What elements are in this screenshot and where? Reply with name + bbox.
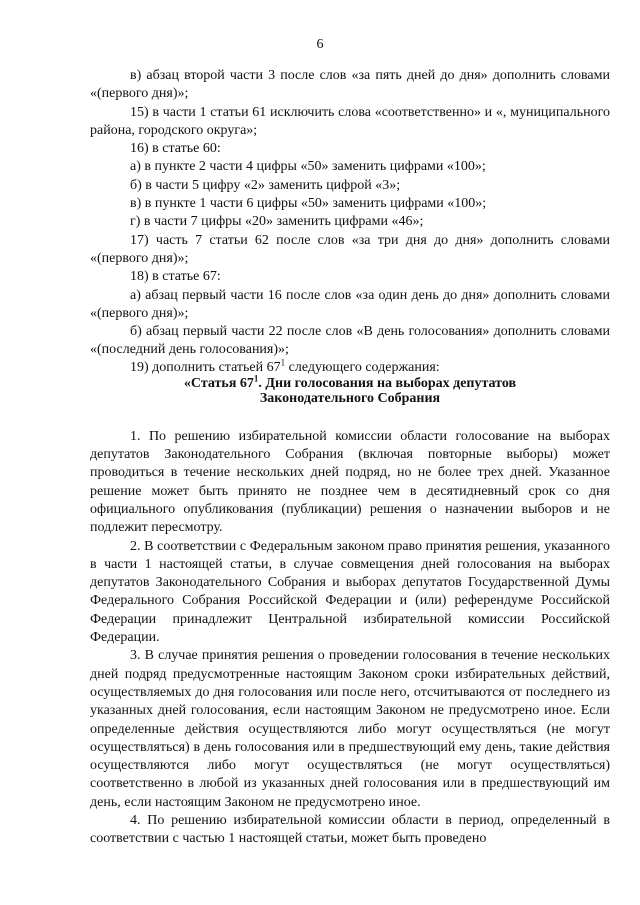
article-paragraph: 1. По решению избирательной комиссии области голосование на выборах депутатов Законодательного Собрания (включая повторные выборы) может проводиться в течение нескольких дней подряд, но не более трех дней. Указанное решение может быть принято не позднее чем в десятидневный срок со дня официального опубликования (публикации) решения о назначении выборов и не подлежит пересмотру.: [90, 428, 610, 536]
article-paragraph: 3. В случае принятия решения о проведении голосования в течение нескольких дней подряд предусмотренные настоящим Законом сроки избирательных действий, осуществляемых до дня голосования или после него, отсчитываются от последнего из указанных дней голосования, если настоящим Законом не предусмотрено иное. Если определенные действия осуществляются либо могут осуществляться (не могут осуществляться) в день голосования или в предшествующий ему день, такие действия осуществляются либо могут осуществляться (не могут осуществляться) соответственно в любой из указанных дней голосования или в предшествующий им день, если настоящим Законом не предусмотрено иное.: [90, 648, 610, 810]
amendment-item: а) в пункте 2 части 4 цифры «50» заменить цифрами «100»;: [130, 159, 486, 175]
amendment-item: 18) в статье 67:: [130, 269, 221, 285]
amendment-item: а) абзац первый части 16 после слов «за один день до дня» дополнить словами «(первого дня)»;: [90, 287, 610, 321]
item19-text: 19) дополнить статьей 67: [130, 359, 281, 375]
spacer: [90, 406, 610, 428]
amendment-item: г) в части 7 цифры «20» заменить цифрами «46»;: [130, 214, 424, 230]
article-title-line2: Законодательного Собрания: [259, 390, 441, 406]
amendment-item: в) абзац второй части 3 после слов «за пять дней до дня» дополнить словами «(первого дня)»;: [90, 68, 610, 102]
amendment-item-19: [90, 357, 610, 376]
page-number: 6: [316, 37, 324, 52]
article-paragraph: 4. По решению избирательной комиссии области в период, определенный в соответствии с частью 1 настоящей статьи, может быть проведено: [90, 812, 610, 847]
item19-suffix: следующего содержания:: [285, 359, 440, 375]
item19-superscript: 1: [280, 357, 286, 368]
amendment-item: 17) часть 7 статьи 62 после слов «за три дня до дня» дополнить словами «(первого дня)»;: [90, 232, 610, 266]
amendment-item: б) в части 5 цифру «2» заменить цифрой «3»;: [130, 177, 401, 193]
amendment-item: 16) в статье 60:: [130, 141, 221, 157]
amendment-item: б) абзац первый части 22 после слов «В день голосования» дополнить словами «(последний день голосования)»;: [90, 324, 610, 358]
article-heading: [90, 373, 610, 406]
article-superscript: 1: [253, 373, 259, 384]
article-prefix: «Статья 67: [183, 375, 254, 391]
document-body: [90, 67, 610, 849]
amendment-item: в) в пункте 1 части 6 цифры «50» заменить цифрами «100»;: [130, 196, 487, 212]
amendment-item: 15) в части 1 статьи 61 исключить слова «соответственно» и «, муниципального района, городского округа»;: [90, 104, 610, 138]
article-paragraph: 2. В соответствии с Федеральным законом право принятия решения, указанного в части 1 настоящей статьи, в случае совмещения дней голосования на выборах депутатов Законодательного Собрания и выборах депутатов Государственной Думы Федерального Собрания Российской Федерации и (или) референдуме Российской Федерации принадлежит Центральной избирательной комиссии Российской Федерации.: [90, 538, 610, 646]
article-title-line1: . Дни голосования на выборах депутатов: [258, 375, 517, 391]
